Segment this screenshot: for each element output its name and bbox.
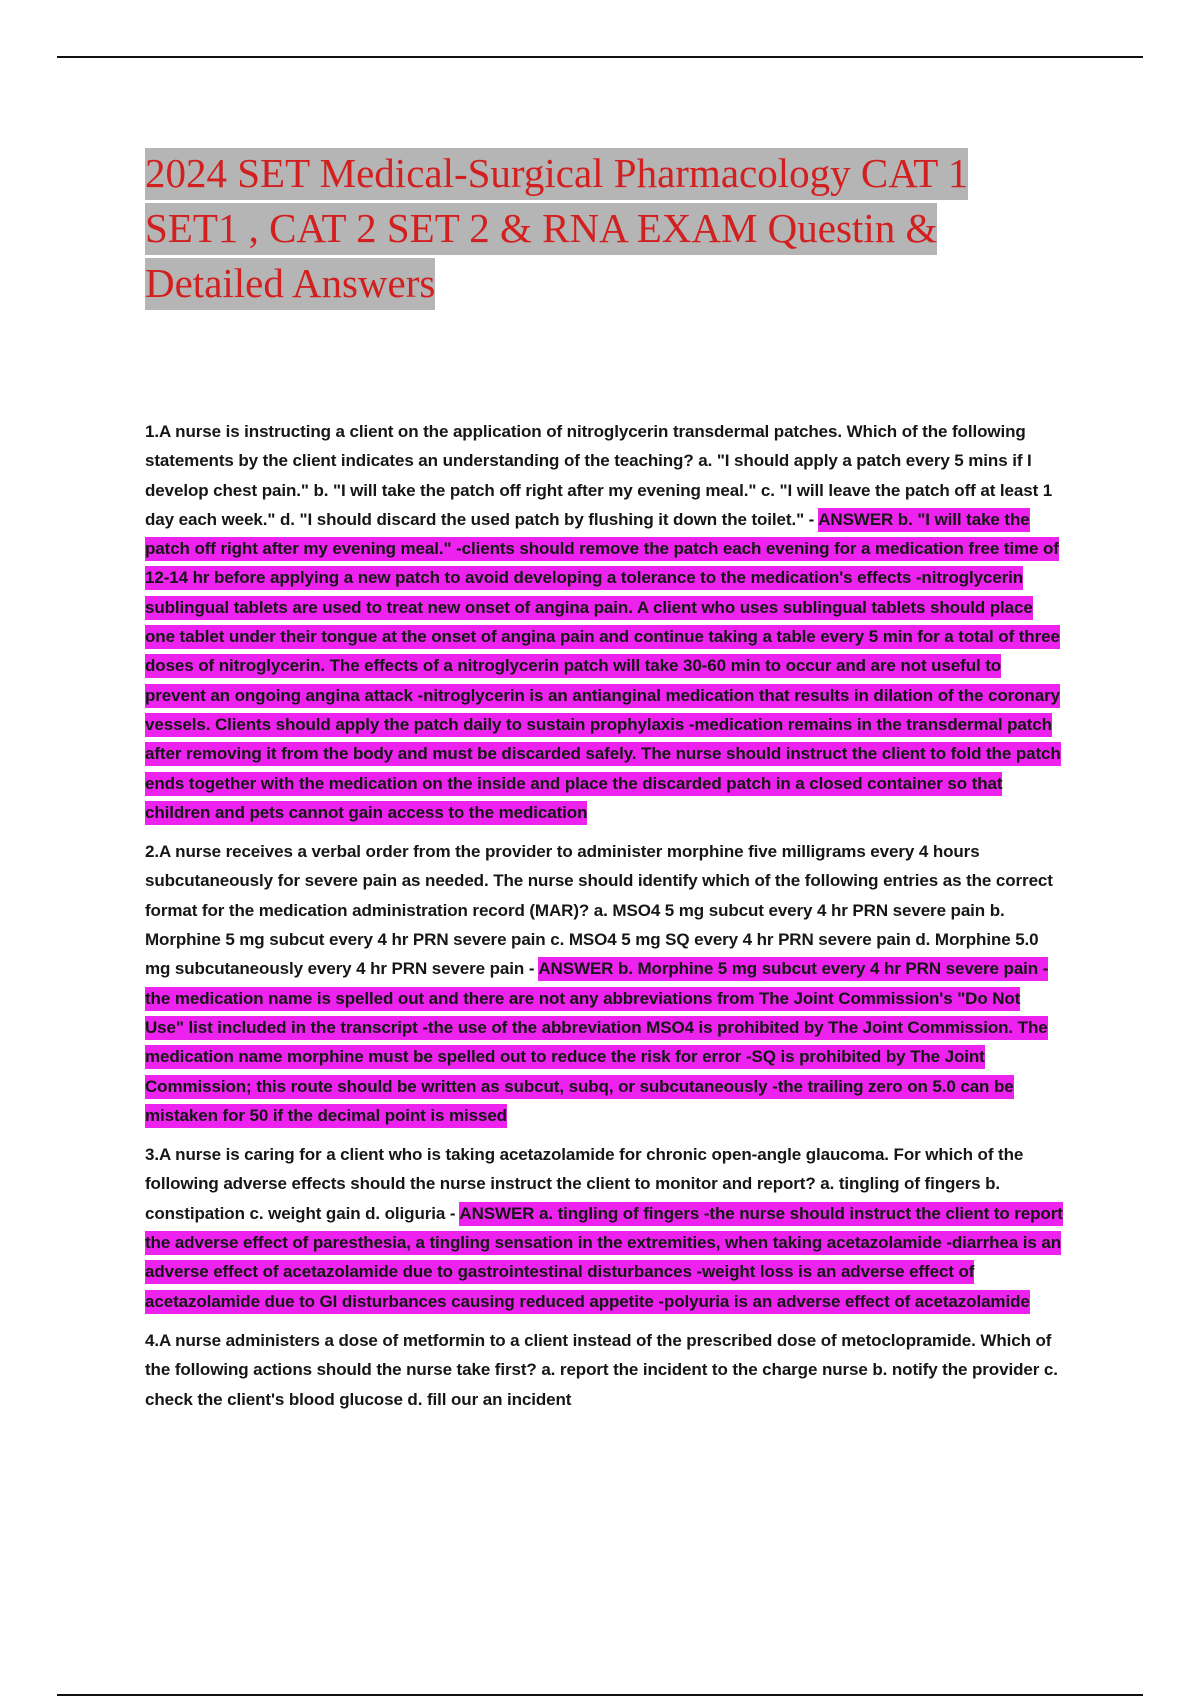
question-number: 4. — [145, 1330, 159, 1350]
question-text: A nurse administers a dose of metformin to a client instead of the prescribed dose of metoclopramide. Which of the following actions should the nurse take first? a. report the incident to the charge nurse b. notify the provider c. check the client's blood glucose d. fill our an incident — [145, 1330, 1058, 1409]
document-title — [145, 146, 1065, 311]
question-3 — [145, 1140, 1063, 1316]
question-number: 3. — [145, 1145, 159, 1165]
question-4 — [145, 1326, 1063, 1414]
answer-highlight: ANSWER b. "I will take the patch off right after my evening meal." -clients should remove the patch each evening for a medication free time of 12-14 hr before applying a new patch to avoid developing a tolerance to the medication's effects -nitroglycerin sublingual tablets are used to treat new onset of angina pain. A client who uses sublingual tablets should place one tablet under their tongue at the onset of angina pain and continue taking a table every 5 min for a total of three doses of nitroglycerin. The effects of a nitroglycerin patch will take 30-60 min to occur and are not useful to prevent an ongoing angina attack -nitroglycerin is an antianginal medication that results in dilation of the coronary vessels. Clients should apply the patch daily to sustain prophylaxis -medication remains in the transdermal patch after removing it from the body and must be discarded safely. The nurse should instruct the client to fold the patch ends together with the medication on the inside and place the discarded patch in a closed container so that children and pets cannot gain access to the medication — [145, 508, 1061, 825]
question-text: A nurse receives a verbal order from the provider to administer morphine five milligrams every 4 hours subcutaneously for severe pain as needed. The nurse should identify which of the following entries as the correct format for the medication administration record (MAR)? a. MSO4 5 mg subcut every 4 hr PRN severe pain b. Morphine 5 mg subcut every 4 hr PRN severe pain c. MSO4 5 mg SQ every 4 hr PRN severe pain d. Morphine 5.0 mg subcutaneously every 4 hr PRN severe pain - — [145, 842, 1053, 979]
question-number: 1. — [145, 422, 159, 441]
question-text: A nurse is caring for a client who is taking acetazolamide for chronic open-angle glaucoma. For which of the following adverse effects should the nurse instruct the client to monitor and report? a. tingling of fingers b. constipation c. weight gain d. oliguria - — [145, 1145, 1024, 1223]
question-list — [145, 417, 1063, 1424]
answer-highlight: ANSWER a. tingling of fingers -the nurse should instruct the client to report the adverse effect of paresthesia, a tingling sensation in the extremities, when taking acetazolamide -diarrhea is an adverse effect of acetazolamide due to gastrointestinal disturbances -weight loss is an adverse effect of acetazolamide due to GI disturbances causing reduced appetite -polyuria is an adverse effect of acetazolamide — [145, 1202, 1063, 1314]
top-rule — [57, 56, 1143, 58]
question-1 — [145, 417, 1063, 827]
title-highlight: 2024 SET Medical-Surgical Pharmacology CAT 1 SET1 , CAT 2 SET 2 & RNA EXAM Questin & Detailed Answers — [145, 148, 968, 310]
question-2 — [145, 837, 1063, 1130]
bottom-rule — [57, 1694, 1143, 1696]
answer-highlight: ANSWER b. Morphine 5 mg subcut every 4 hr PRN severe pain -the medication name is spelled out and there are not any abbreviations from The Joint Commission's "Do Not Use" list included in the transcript -the use of the abbreviation MSO4 is prohibited by The Joint Commission. The medication name morphine must be spelled out to reduce the risk for error -SQ is prohibited by The Joint Commission; this route should be written as subcut, subq, or subcutaneously -the trailing zero on 5.0 can be mistaken for 50 if the decimal point is missed — [145, 957, 1048, 1127]
question-number: 2. — [145, 842, 159, 862]
question-text: A nurse is instructing a client on the application of nitroglycerin transdermal patches. Which of the following statements by the client indicates an understanding of the teaching? a. "I should apply a patch every 5 mins if I develop chest pain." b. "I will take the patch off right after my evening meal." c. "I will leave the patch off at least 1 day each week." d. "I should discard the used patch by flushing it down the toilet." - — [145, 422, 1053, 529]
